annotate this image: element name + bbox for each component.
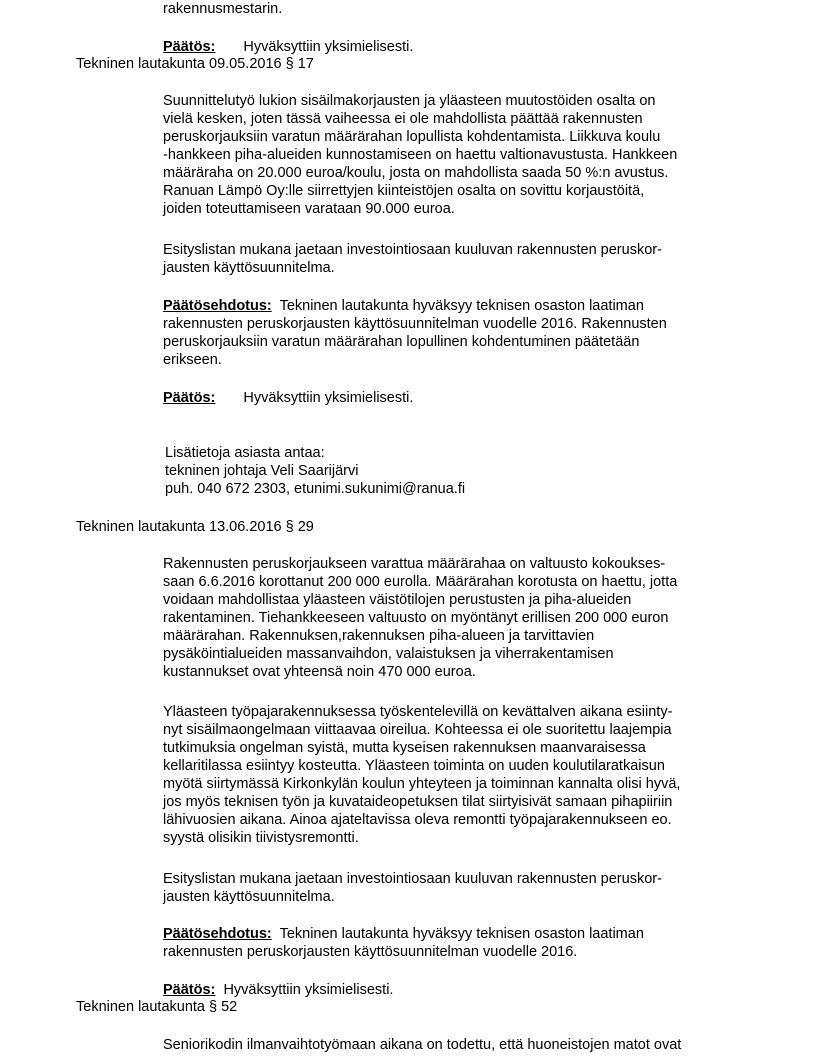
decision-3	[163, 981, 393, 999]
text-line: saan 6.6.2016 korottanut 200 000 eurolla. Määrärahan korotusta on haettu, jotta	[163, 574, 678, 590]
text-line: peruskorjauksiin varatun määrärahan lopullinen kohdentuminen päätetään	[163, 334, 640, 350]
contact-line: tekninen johtaja Veli Saarijärvi	[165, 463, 359, 479]
text-line: tutkimuksia ongelman syistä, mutta kyseisen rakennuksen maanvaraisessa	[163, 740, 646, 756]
text-line: jausten käyttösuunnitelma.	[163, 889, 335, 905]
paragraph-2	[163, 241, 723, 277]
text-line: määräraha on 20.000 euroa/koulu, josta on mahdollista saada 50 %:n avustus.	[163, 165, 669, 181]
text-line: -hankkeen piha-alueiden kunnostamiseen on haettu valtionavustusta. Hankkeen	[163, 147, 678, 163]
text-line: määrärahan. Rakennuksen,rakennuksen piha-alueen ja tarvittavien	[163, 628, 595, 644]
text-line: rakennusten peruskorjausten käyttösuunnitelman vuodelle 2016.	[163, 944, 578, 960]
text-line: erikseen.	[163, 352, 222, 368]
text-line: myötä siirtymässä Kirkonkylän koulun yhteyteen ja toiminnan kannalta olisi hyvä,	[163, 776, 681, 792]
decision-text: Hyväksyttiin yksimielisesti.	[243, 390, 414, 406]
decision-text: Hyväksyttiin yksimielisesti.	[223, 982, 394, 998]
text-line: Seniorikodin ilmanvaihtotyömaan aikana on todettu, että huoneistojen matot ovat	[163, 1037, 682, 1053]
text-line: jos myös teknisen työn ja kuvataideopetuksen tilat siirtyisivät samaan pihapiiriin	[163, 794, 673, 810]
text-line: rakentaminen. Tiehankkeeseen valtuusto on myöntänyt erillisen 200 000 euron	[163, 610, 669, 626]
paragraph-5	[163, 870, 723, 906]
text-line: syystä olisikin tiivistysremontti.	[163, 830, 359, 846]
contact-line: Lisätietoja asiasta antaa:	[165, 445, 325, 461]
proposal-label: Päätösehdotus:	[163, 926, 272, 942]
paragraph-fragment: rakennusmestarin.	[163, 1, 283, 17]
text-line: kustannukset ovat yhteensä noin 470 000 euroa.	[163, 664, 476, 680]
decision-label: Päätös:	[163, 390, 216, 406]
text-line: Yläasteen työpajarakennuksessa työskentelevillä on kevättalven aikana esiinty-	[163, 704, 673, 720]
text-line: Suunnittelutyö lukion sisäilmakorjausten ja yläasteen muutostöiden osalta on	[163, 93, 656, 109]
text-line: peruskorjauksiin varatun määrärahan lopullista kohdentamista. Liikkuva koulu	[163, 129, 661, 145]
text-line: Tekninen lautakunta hyväksyy teknisen osaston laatiman	[279, 298, 644, 314]
decision-2	[163, 389, 413, 407]
text-line: Ranuan Lämpö Oy:lle siirrettyjen kiinteistöjen osalta on sovittu korjaustöitä,	[163, 183, 645, 199]
decision-proposal-2	[163, 925, 723, 961]
paragraph-3	[163, 555, 723, 681]
text-line: pysäköintialueiden massanvaihdon, valaistuksen ja viherrakentamisen	[163, 646, 614, 662]
paragraph-6	[163, 1036, 723, 1054]
text-line: Esityslistan mukana jaetaan investointiosaan kuuluvan rakennusten peruskor-	[163, 871, 662, 887]
proposal-label: Päätösehdotus:	[163, 298, 272, 314]
meeting-heading-3: Tekninen lautakunta § 52	[76, 999, 238, 1015]
text-line: lähivuosien aikana. Ainoa ajateltavissa oleva remontti työpajarakennukseen eo.	[163, 812, 672, 828]
decision-proposal-1	[163, 297, 723, 369]
text-line: Esityslistan mukana jaetaan investointiosaan kuuluvan rakennusten peruskor-	[163, 242, 662, 258]
meeting-heading-2: Tekninen lautakunta 13.06.2016 § 29	[76, 519, 314, 535]
text-line: voidaan mahdollistaa yläasteen väistötilojen perustusten ja piha-alueiden	[163, 592, 632, 608]
meeting-heading-1: Tekninen lautakunta 09.05.2016 § 17	[76, 56, 314, 72]
text-line: rakennusten peruskorjausten käyttösuunnitelman vuodelle 2016. Rakennusten	[163, 316, 667, 332]
text-line: jausten käyttösuunnitelma.	[163, 260, 335, 276]
text-line: Tekninen lautakunta hyväksyy teknisen osaston laatiman	[279, 926, 644, 942]
text-line: vielä kesken, joten tässä vaiheessa ei ole mahdollista päättää rakennusten	[163, 111, 643, 127]
paragraph-4	[163, 703, 723, 847]
text-line: kellaritilassa esiintyy kosteutta. Yläasteen toiminta on uuden koulutilaratkaisun	[163, 758, 665, 774]
decision-label: Päätös:	[163, 39, 216, 55]
text-line: Rakennusten peruskorjaukseen varattua määrärahaa on valtuusto kokoukses-	[163, 556, 666, 572]
contact-line: puh. 040 672 2303, etunimi.sukunimi@ranua.fi	[165, 481, 466, 497]
paragraph-1	[163, 92, 723, 218]
decision-text: Hyväksyttiin yksimielisesti.	[243, 39, 414, 55]
decision-1	[163, 38, 413, 56]
text-line: nyt sisäilmaongelmaan viittaavaa oireilua. Kohteessa ei ole suoritettu laajempia	[163, 722, 672, 738]
contact-info	[165, 444, 725, 498]
decision-label: Päätös:	[163, 982, 216, 998]
text-line: joiden toteuttamiseen varataan 90.000 euroa.	[163, 201, 455, 217]
